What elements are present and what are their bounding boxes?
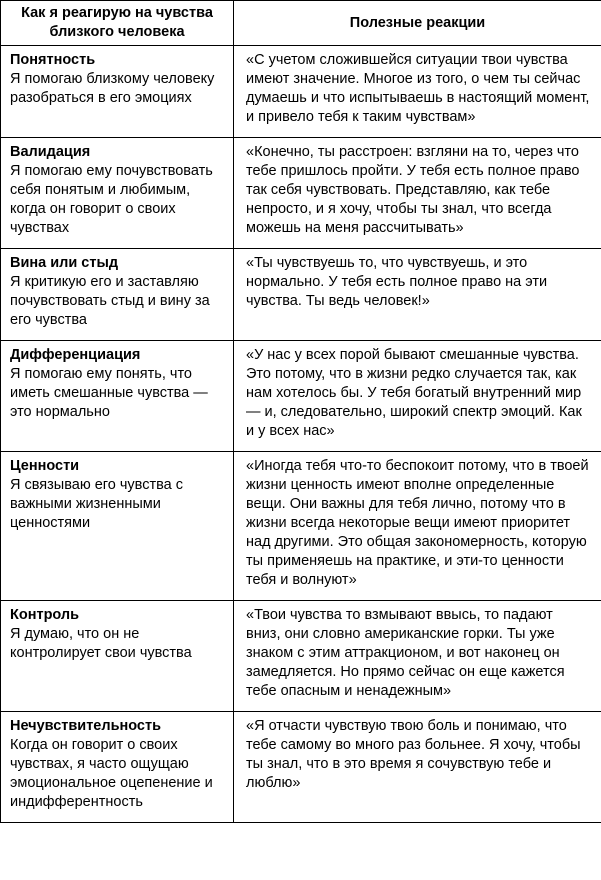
reaction-quote: «С учетом сложившейся ситуации твои чувства имеют значение. Многое из того, о чем ты сейчас думаешь и что испытываешь в настоящий момент, и привело тебя к таким чувствам» [246,52,590,125]
term-title: Контроль [10,607,80,623]
table-row [1,341,601,452]
term-cell [1,601,234,712]
term-description: Я помогаю ему почувствовать себя понятым и любимым, когда он говорит о своих чувствах [10,163,213,236]
term-description: Я связываю его чувства с важными жизненными ценностями [10,477,183,531]
term-title: Вина или стыд [10,255,119,271]
term-description: Когда он говорит о своих чувствах, я часто ощущаю эмоциональное оцепенение и индифферентность [10,737,213,810]
column-header-reaction-type: Как я реагирую на чувства близкого человека [1,1,234,46]
reaction-quote: «Я отчасти чувствую твою боль и понимаю, что тебе самому во много раз больнее. Я хочу, чтобы ты знал, что в это время я сочувствую тебе и люблю» [246,718,581,791]
reaction-cell [234,249,601,341]
term-cell [1,712,234,823]
term-description: Я помогаю ему понять, что иметь смешанные чувства — это нормально [10,366,208,420]
term-cell [1,46,234,138]
term-title: Понятность [10,52,96,68]
reaction-cell [234,138,601,249]
table-row [1,452,601,601]
reaction-cell [234,46,601,138]
reaction-quote: «У нас у всех порой бывают смешанные чувства. Это потому, что в жизни редко случается так, как нам хотелось бы. У тебя богатый внутренний мир — и, следовательно, широкий спектр эмоций. Как и у всех нас» [246,347,582,439]
reaction-cell [234,712,601,823]
reaction-quote: «Иногда тебя что-то беспокоит потому, что в твоей жизни ценность имеют вполне определенные вещи. Они важны для тебя лично, потому что в жизни всегда некоторые вещи имеют приоритет над другими. Это общая закономерность, которую ты применяешь на практике, и эти-то ценности тебя и волнуют» [246,458,589,588]
reaction-cell [234,601,601,712]
term-description: Я критикую его и заставляю почувствовать стыд и вину за его чувства [10,274,210,328]
term-cell [1,341,234,452]
term-cell [1,249,234,341]
column-header-helpful-reactions: Полезные реакции [234,1,601,46]
term-title: Ценности [10,458,80,474]
table-row [1,138,601,249]
reaction-quote: «Конечно, ты расстроен: взгляни на то, через что тебе пришлось пройти. У тебя есть полное право так себя чувствовать. Представляю, как тебе непросто, и я хочу, чтобы ты знал, что всегда можешь на меня рассчитывать» [246,144,580,236]
term-cell [1,138,234,249]
reaction-quote: «Твои чувства то взмывают ввысь, то падают вниз, они словно американские горки. Ты уже знаком с этим аттракционом, и вот наконец он замедляется. Но прямо сейчас он еще кажется тебе опасным и ненадежным» [246,607,565,699]
table-row [1,712,601,823]
table-row [1,46,601,138]
table-header-row [1,1,601,46]
term-description: Я думаю, что он не контролирует свои чувства [10,626,192,661]
term-title: Валидация [10,144,91,160]
term-title: Нечувствительность [10,718,161,734]
term-description: Я помогаю близкому человеку разобраться в его эмоциях [10,71,215,106]
term-cell [1,452,234,601]
table-row [1,601,601,712]
reaction-cell [234,341,601,452]
reaction-quote: «Ты чувствуешь то, что чувствуешь, и это нормально. У тебя есть полное право на эти чувства. Ты ведь человек!» [246,255,548,309]
term-title: Дифференциация [10,347,141,363]
reaction-cell [234,452,601,601]
table-row [1,249,601,341]
